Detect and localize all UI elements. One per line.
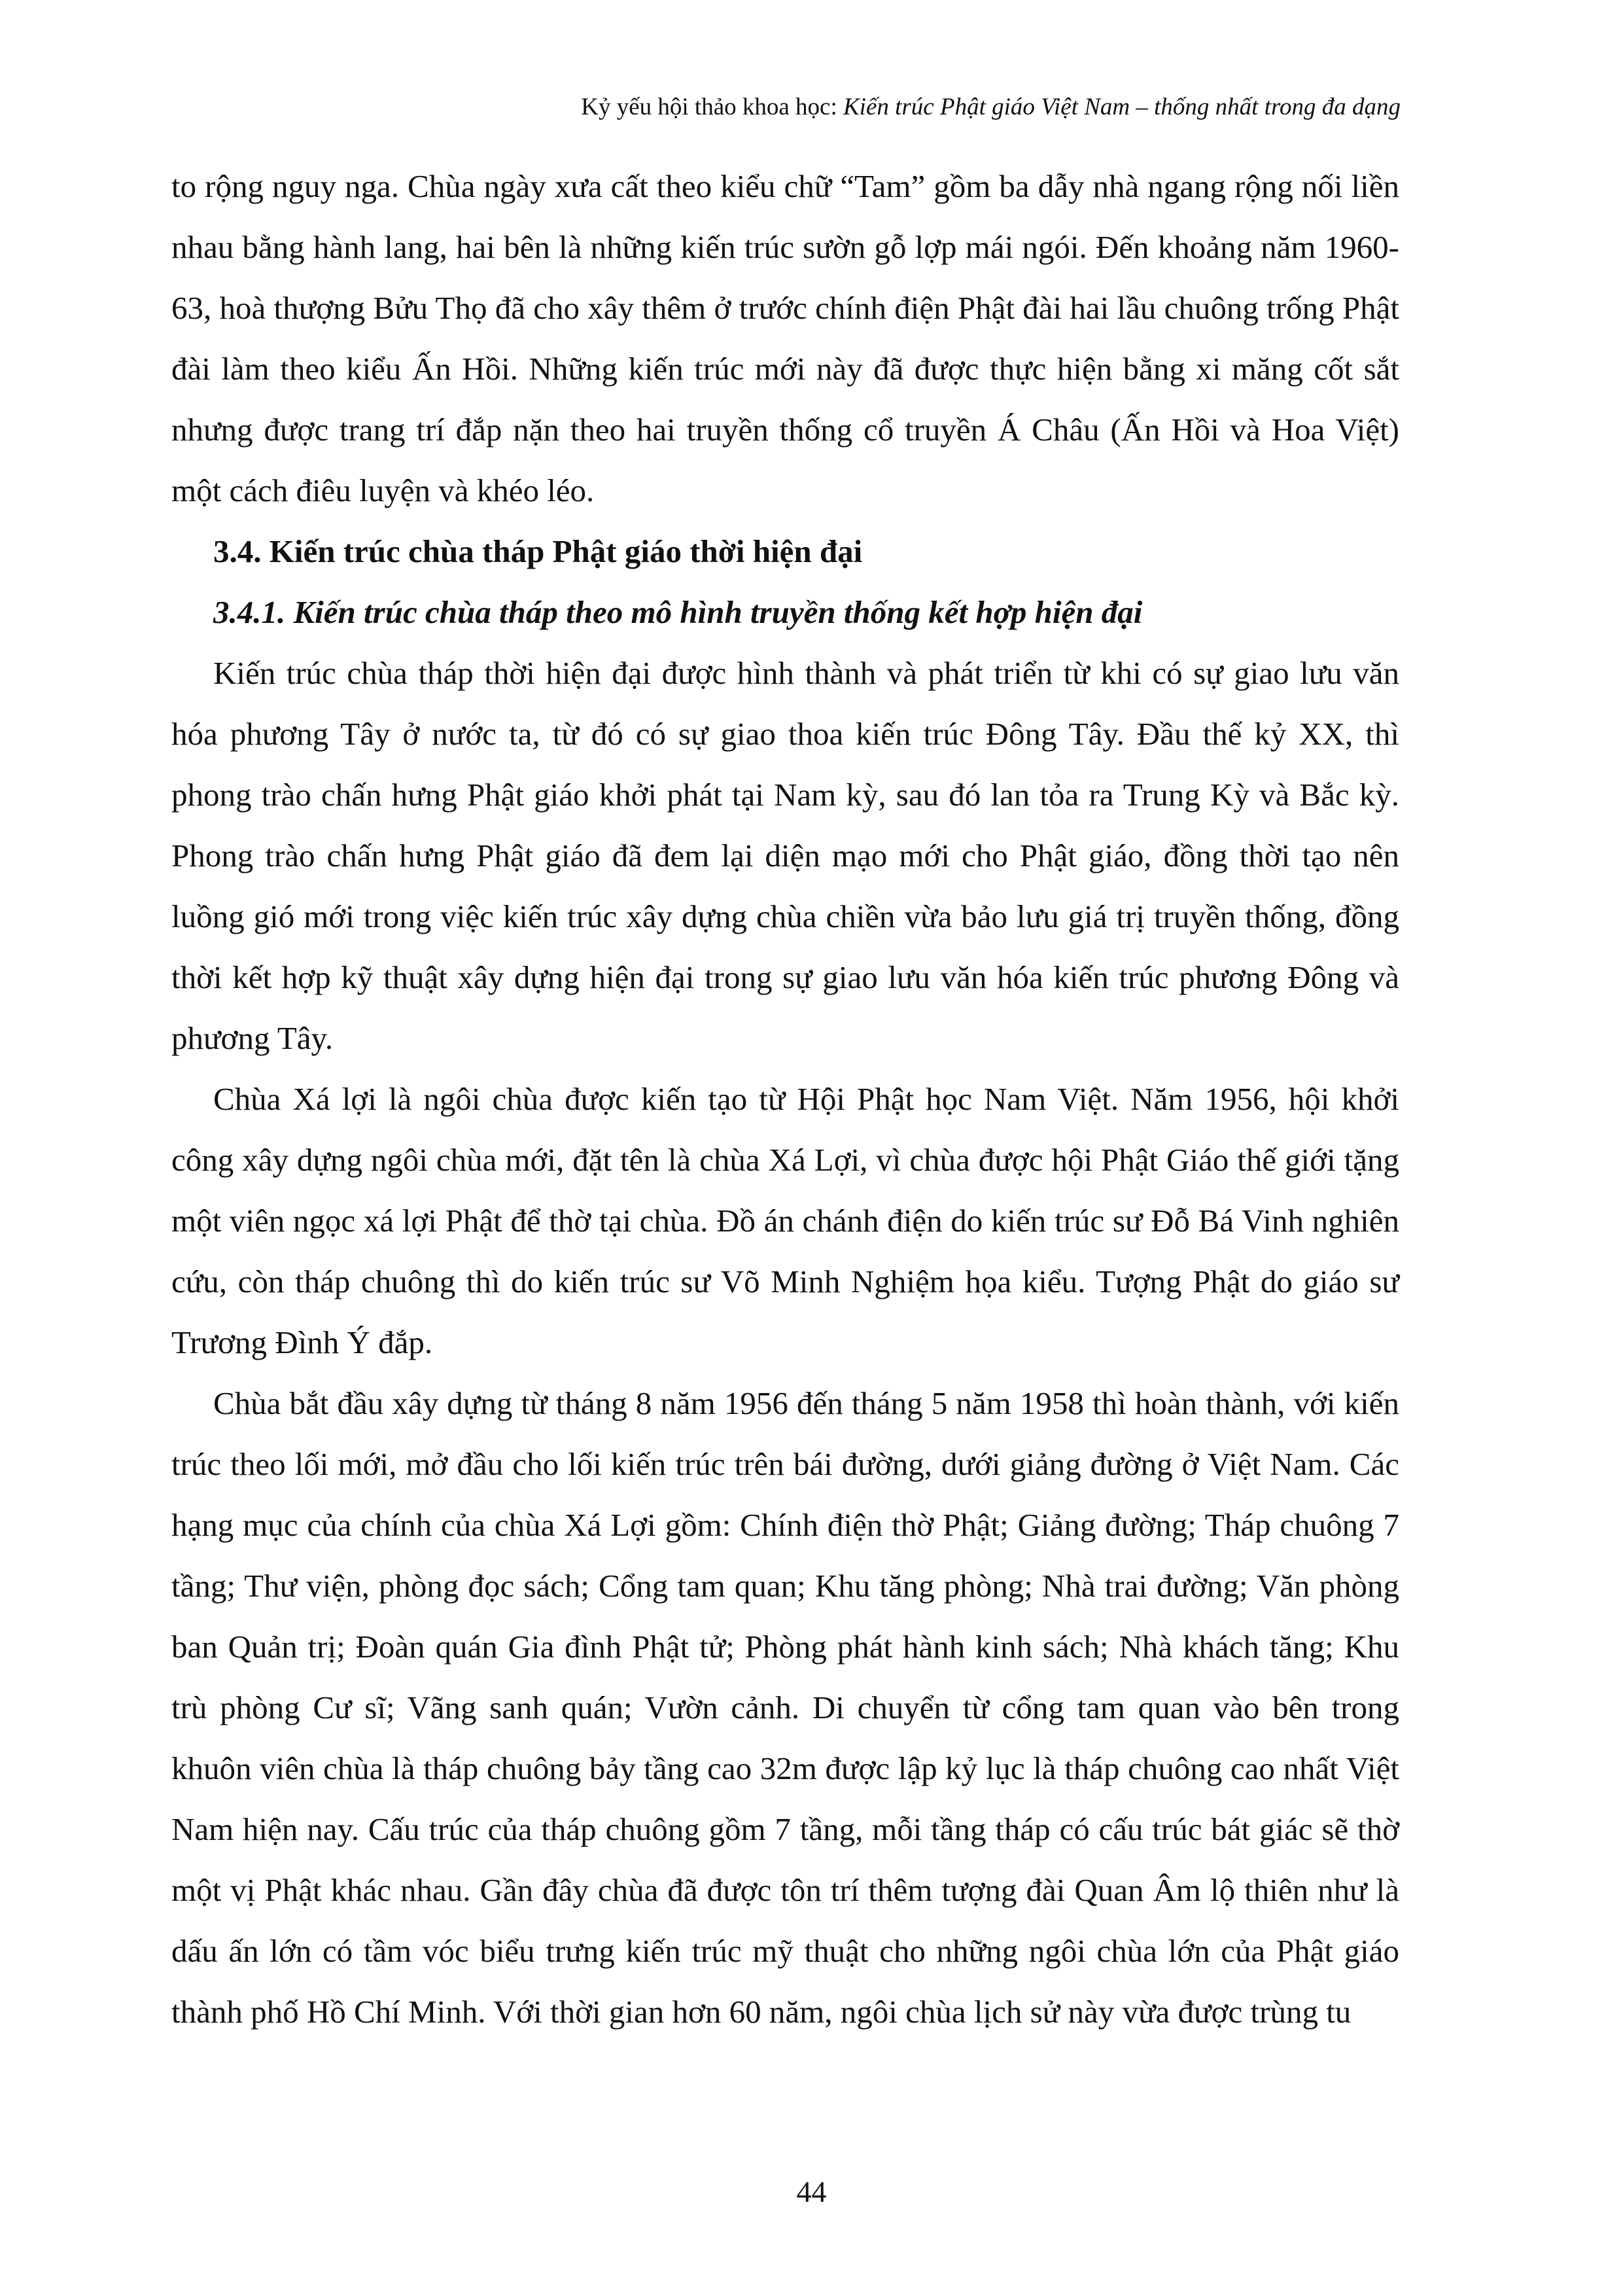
running-header	[581, 92, 1401, 123]
subsection-heading: 3.4.1. Kiến trúc chùa tháp theo mô hình truyền thống kết hợp hiện đại	[213, 594, 1143, 630]
page-number: 44	[796, 2175, 827, 2208]
header-prefix: Kỷ yếu hội thảo khoa học:	[581, 94, 843, 120]
paragraph-modern-architecture: Kiến trúc chùa tháp thời hiện đại được hình thành và phát triển từ khi có sự giao lưu văn hóa phương Tây ở nước ta, từ đó có sự giao thoa kiến trúc Đông Tây. Đầu thế kỷ XX, thì phong trào chấn hưng Phật giáo khởi phát tại Nam kỳ, sau đó lan tỏa ra Trung Kỳ và Bắc kỳ. Phong trào chấn hưng Phật giáo đã đem lại diện mạo mới cho Phật giáo, đồng thời tạo nên luồng gió mới trong việc kiến trúc xây dựng chùa chiền vừa bảo lưu giá trị truyền thống, đồng thời kết hợp kỹ thuật xây dựng hiện đại trong sự giao lưu văn hóa kiến trúc phương Đông và phương Tây.	[171, 655, 1399, 1056]
paragraph-xa-loi-construction: Chùa bắt đầu xây dựng từ tháng 8 năm 1956 đến tháng 5 năm 1958 thì hoàn thành, với kiến trúc theo lối mới, mở đầu cho lối kiến trúc trên bái đường, dưới giảng đường ở Việt Nam. Các hạng mục của chính của chùa Xá Lợi gồm: Chính điện thờ Phật; Giảng đường; Tháp chuông 7 tầng; Thư viện, phòng đọc sách; Cổng tam quan; Khu tăng phòng; Nhà trai đường; Văn phòng ban Quản trị; Đoàn quán Gia đình Phật tử; Phòng phát hành kinh sách; Nhà khách tăng; Khu trù phòng Cư sĩ; Vãng sanh quán; Vườn cảnh. Di chuyển từ cổng tam quan vào bên trong khuôn viên chùa là tháp chuông bảy tầng cao 32m được lập kỷ lục là tháp chuông cao nhất Việt Nam hiện nay. Cấu trúc của tháp chuông gồm 7 tầng, mỗi tầng tháp có cấu trúc bát giác sẽ thờ một vị Phật khác nhau. Gần đây chùa đã được tôn trí thêm tượng đài Quan Âm lộ thiên như là dấu ấn lớn có tầm vóc biểu trưng kiến trúc mỹ thuật cho những ngôi chùa lớn của Phật giáo thành phố Hồ Chí Minh. Với thời gian hơn 60 năm, ngôi chùa lịch sử này vừa được trùng tu	[171, 1385, 1399, 2030]
continuation-paragraph: to rộng nguy nga. Chùa ngày xưa cất theo kiểu chữ “Tam” gồm ba dẫy nhà ngang rộng nối liền nhau bằng hành lang, hai bên là những kiến trúc sườn gỗ lợp mái ngói. Đến khoảng năm 1960- 63, hoà thượng Bửu Thọ đã cho xây thêm ở trước chính điện Phật đài hai lầu chuông trống Phật đài làm theo kiểu Ấn Hồi. Những kiến trúc mới này đã được thực hiện bằng xi măng cốt sắt nhưng được trang trí đắp nặn theo hai truyền thống cổ truyền Á Châu (Ấn Hồi và Hoa Việt) một cách điêu luyện và khéo léo.	[171, 168, 1399, 508]
header-title: Kiến trúc Phật giáo Việt Nam – thống nhất trong đa dạng	[843, 94, 1401, 120]
section-heading: 3.4. Kiến trúc chùa tháp Phật giáo thời hiện đại	[213, 533, 863, 569]
paragraph-xa-loi-origin: Chùa Xá lợi là ngôi chùa được kiến tạo từ Hội Phật học Nam Việt. Năm 1956, hội khởi công xây dựng ngôi chùa mới, đặt tên là chùa Xá Lợi, vì chùa được hội Phật Giáo thế giới tặng một viên ngọc xá lợi Phật để thờ tại chùa. Đồ án chánh điện do kiến trúc sư Đỗ Bá Vinh nghiên cứu, còn tháp chuông thì do kiến trúc sư Võ Minh Nghiệm họa kiểu. Tượng Phật do giáo sư Trương Đình Ý đắp.	[171, 1081, 1399, 1360]
page-body	[171, 156, 1399, 2042]
